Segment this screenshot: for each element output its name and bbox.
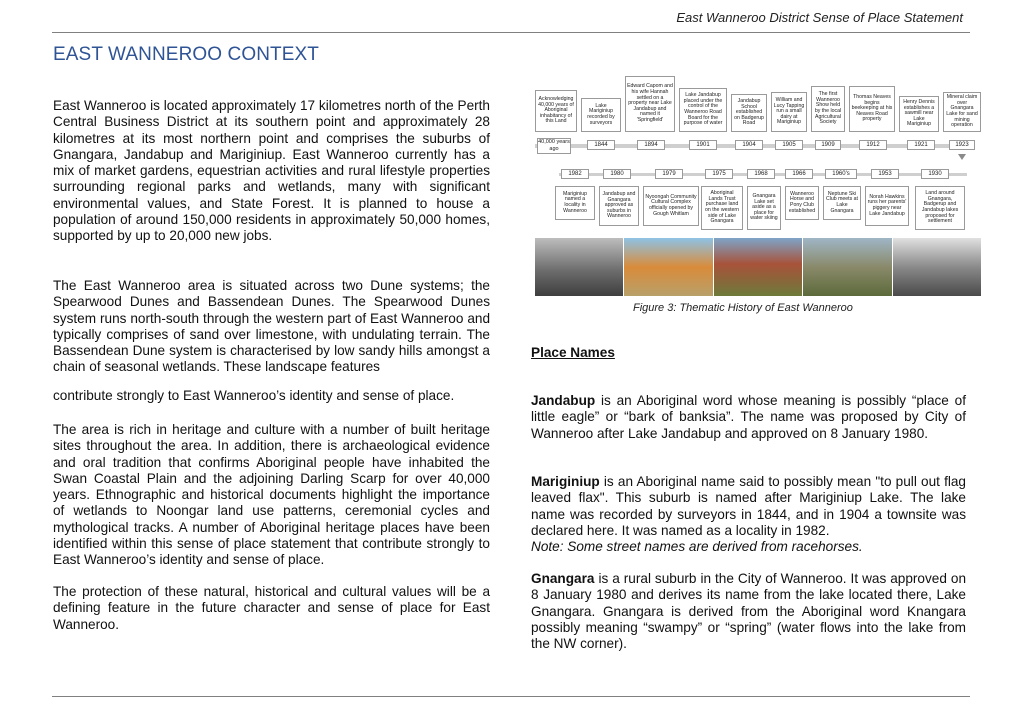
timeline-year-label: 1980 xyxy=(603,169,631,179)
timeline-event-box: Jandabup and Gnangara approved as suburbs in Wanneroo xyxy=(599,186,639,226)
timeline-year-label: 1923 xyxy=(949,140,975,150)
timeline-year-label: 1901 xyxy=(689,140,717,150)
paragraph-heritage: The area is rich in heritage and culture with a number of built heritage sites throughout the area. In addition, there is archaeological evidence and oral tradition that confirms Aboriginal people have inhabited the Swan Coastal Plain and the adjoining Darling Scarp for over 40,000 years. Ethnographic and historical documents highlight the importance of wetlands to Noongar land use patterns, ceremonial cycles and mythological tracks. A number of Aboriginal heritage places have been identified within this sense of place statement that contribute strongly to East Wanneroo’s identity and sense of place. xyxy=(53,422,490,568)
paragraph-landscape-contribution: contribute strongly to East Wanneroo’s identity and sense of place. xyxy=(53,388,455,403)
section-title: EAST WANNEROO CONTEXT xyxy=(53,44,320,65)
timeline-year-label: 1909 xyxy=(815,140,841,150)
paragraph-dune-systems: The East Wanneroo area is situated across two Dune systems; the Spearwood Dunes and Bassendean Dunes. The Spearwood Dunes system runs north-south through the western part of East Wanneroo and typically comprises of sand over limestone, with undulating terrain. The Bassendean Dune system is characterised by low sandy hills amongst a chain of seasonal wetlands. These landscape features xyxy=(53,278,490,375)
timeline-event-box: Norah Hawkins runs her parents' piggery near Lake Jandabup xyxy=(865,186,909,226)
timeline-year-label: 1982 xyxy=(561,169,589,179)
place-name-gnangara: Gnangara xyxy=(531,571,595,586)
timeline-year-label: 1930 xyxy=(921,169,949,179)
place-desc-mariginiup: is an Aboriginal name said to possibly mean "to pull out flag leaved flax". This suburb is named after Mariginiup Lake. The lake name was recorded by surveyors in 1844, and in 1904 a townsite was declared here. It was named as a locality in 1982. xyxy=(531,474,966,538)
figure-caption: Figure 3: Thematic History of East Wanneroo xyxy=(633,302,853,314)
place-name-jandabup: Jandabup xyxy=(531,393,596,408)
place-desc-jandabup: is an Aboriginal word whose meaning is possibly “place of little eagle” or “bark of banksia”. The name was proposed by City of Wanneroo after Lake Jandabup and approved on 8 January 1980. xyxy=(531,393,966,441)
timeline-event-box: Acknowledging 40,000 years of Aboriginal inhabitancy of this Land xyxy=(535,90,577,132)
photo-building xyxy=(803,238,891,296)
place-mariginiup xyxy=(531,474,966,555)
timeline-year-label: 1960's xyxy=(825,169,857,179)
timeline-event-box: Wanneroo Horse and Pony Club established xyxy=(785,186,819,220)
timeline-event-box: Lake Jandabup placed under the control of the Wanneroo Road Board for the purpose of water xyxy=(679,88,727,132)
photo-archival xyxy=(893,238,981,296)
timeline-year-label: 1966 xyxy=(785,169,813,179)
timeline-year-label: 1921 xyxy=(907,140,935,150)
header-rule xyxy=(52,32,970,33)
timeline-event-box: Jandabup School established on Badgerup Road xyxy=(731,94,767,132)
timeline-year-label: 1975 xyxy=(705,169,733,179)
timeline-event-box: Nyoongah Community Cultural Complex officially opened by Gough Whitlam xyxy=(643,186,699,226)
place-names-heading: Place Names xyxy=(531,345,615,360)
timeline-year-label: 1905 xyxy=(775,140,803,150)
timeline-year-label: 1844 xyxy=(587,140,615,150)
place-gnangara xyxy=(531,571,966,652)
timeline-event-box: Lake Mariginiup recorded by surveyors xyxy=(581,98,621,132)
timeline-event-box: The first Wanneroo Show held by the local Agricultural Society xyxy=(811,86,845,132)
photo-musicians xyxy=(535,238,623,296)
place-jandabup xyxy=(531,393,966,442)
timeline-year-label: 1912 xyxy=(859,140,887,150)
footer-rule xyxy=(52,696,970,697)
timeline-event-box: Mineral claim over Gnangara Lake for sand mining operation xyxy=(943,92,981,132)
timeline-event-box: Mariginiup named a locality in Wanneroo xyxy=(555,186,595,220)
thematic-history-figure xyxy=(531,74,987,304)
photo-group-lake xyxy=(624,238,712,296)
place-name-mariginiup: Mariginiup xyxy=(531,474,600,489)
place-note-mariginiup: Note: Some street names are derived from racehorses. xyxy=(531,539,863,555)
timeline-event-box: Gnangara Lake set aside as a place for water skiing xyxy=(747,186,781,230)
timeline-event-box: Land around Gnangara, Badgerup and Jandabup lakes proposed for settlement xyxy=(915,186,965,230)
timeline-event-box: Aboriginal Lands Trust purchase land on the western side of Lake Gnangara xyxy=(701,186,743,230)
timeline-year-label: 1968 xyxy=(747,169,775,179)
timeline-year-label: 1953 xyxy=(871,169,899,179)
historical-photo-strip xyxy=(535,238,981,296)
paragraph-location: East Wanneroo is located approximately 17 kilometres north of the Perth Central Business District at its southern point and approximately 28 kilometres at its most northern point and comprises the suburbs of Gnangara, Jandabup and Mariginiup. East Wanneroo currently has a mix of market gardens, equestrian activities and rural lifestyle properties surrounding regional parks and wetlands, many with significant environmental values, and State Forest. It is planned to house a population of around 150,000 residents in approximately 50,000 homes, supported by up to 20,000 new jobs. xyxy=(53,98,490,244)
document-header-title: East Wanneroo District Sense of Place Statement xyxy=(676,10,963,25)
timeline-event-box: William and Lucy Tapping run a small dairy at Mariginiup xyxy=(771,92,807,132)
timeline-year-label: 1904 xyxy=(735,140,763,150)
timeline-event-box: Edward Capom and his wife Hannah settled on a property near Lake Jandabup and named it 'Springfield' xyxy=(625,76,675,132)
timeline-event-box: Thomas Neaves begins beekeeping at his Neaves Road property xyxy=(849,86,895,132)
timeline-year-label: 40,000 years ago xyxy=(538,139,570,152)
timeline-year-label: 1894 xyxy=(637,140,665,150)
timeline-down-arrow-icon xyxy=(958,154,966,160)
timeline-event-box: Henry Dennis establishes a sawmill near Lake Mariginiup xyxy=(899,96,939,132)
place-desc-gnangara: is a rural suburb in the City of Wanneroo. It was approved on 8 January 1980 and derives its name from the lake located there, Lake Gnangara. Gnangara is derived from the Aboriginal word Knangara possibly meaning “swampy” or “spring” (water flows into the lake from the NW corner). xyxy=(531,571,966,652)
paragraph-protection: The protection of these natural, historical and cultural values will be a defining feature in the future character and sense of place for East Wanneroo. xyxy=(53,584,490,632)
timeline-year-label: 1979 xyxy=(655,169,683,179)
photo-sign xyxy=(714,238,802,296)
timeline-event-box: Neptune Ski Club meets at Lake Gnangara xyxy=(823,186,861,220)
